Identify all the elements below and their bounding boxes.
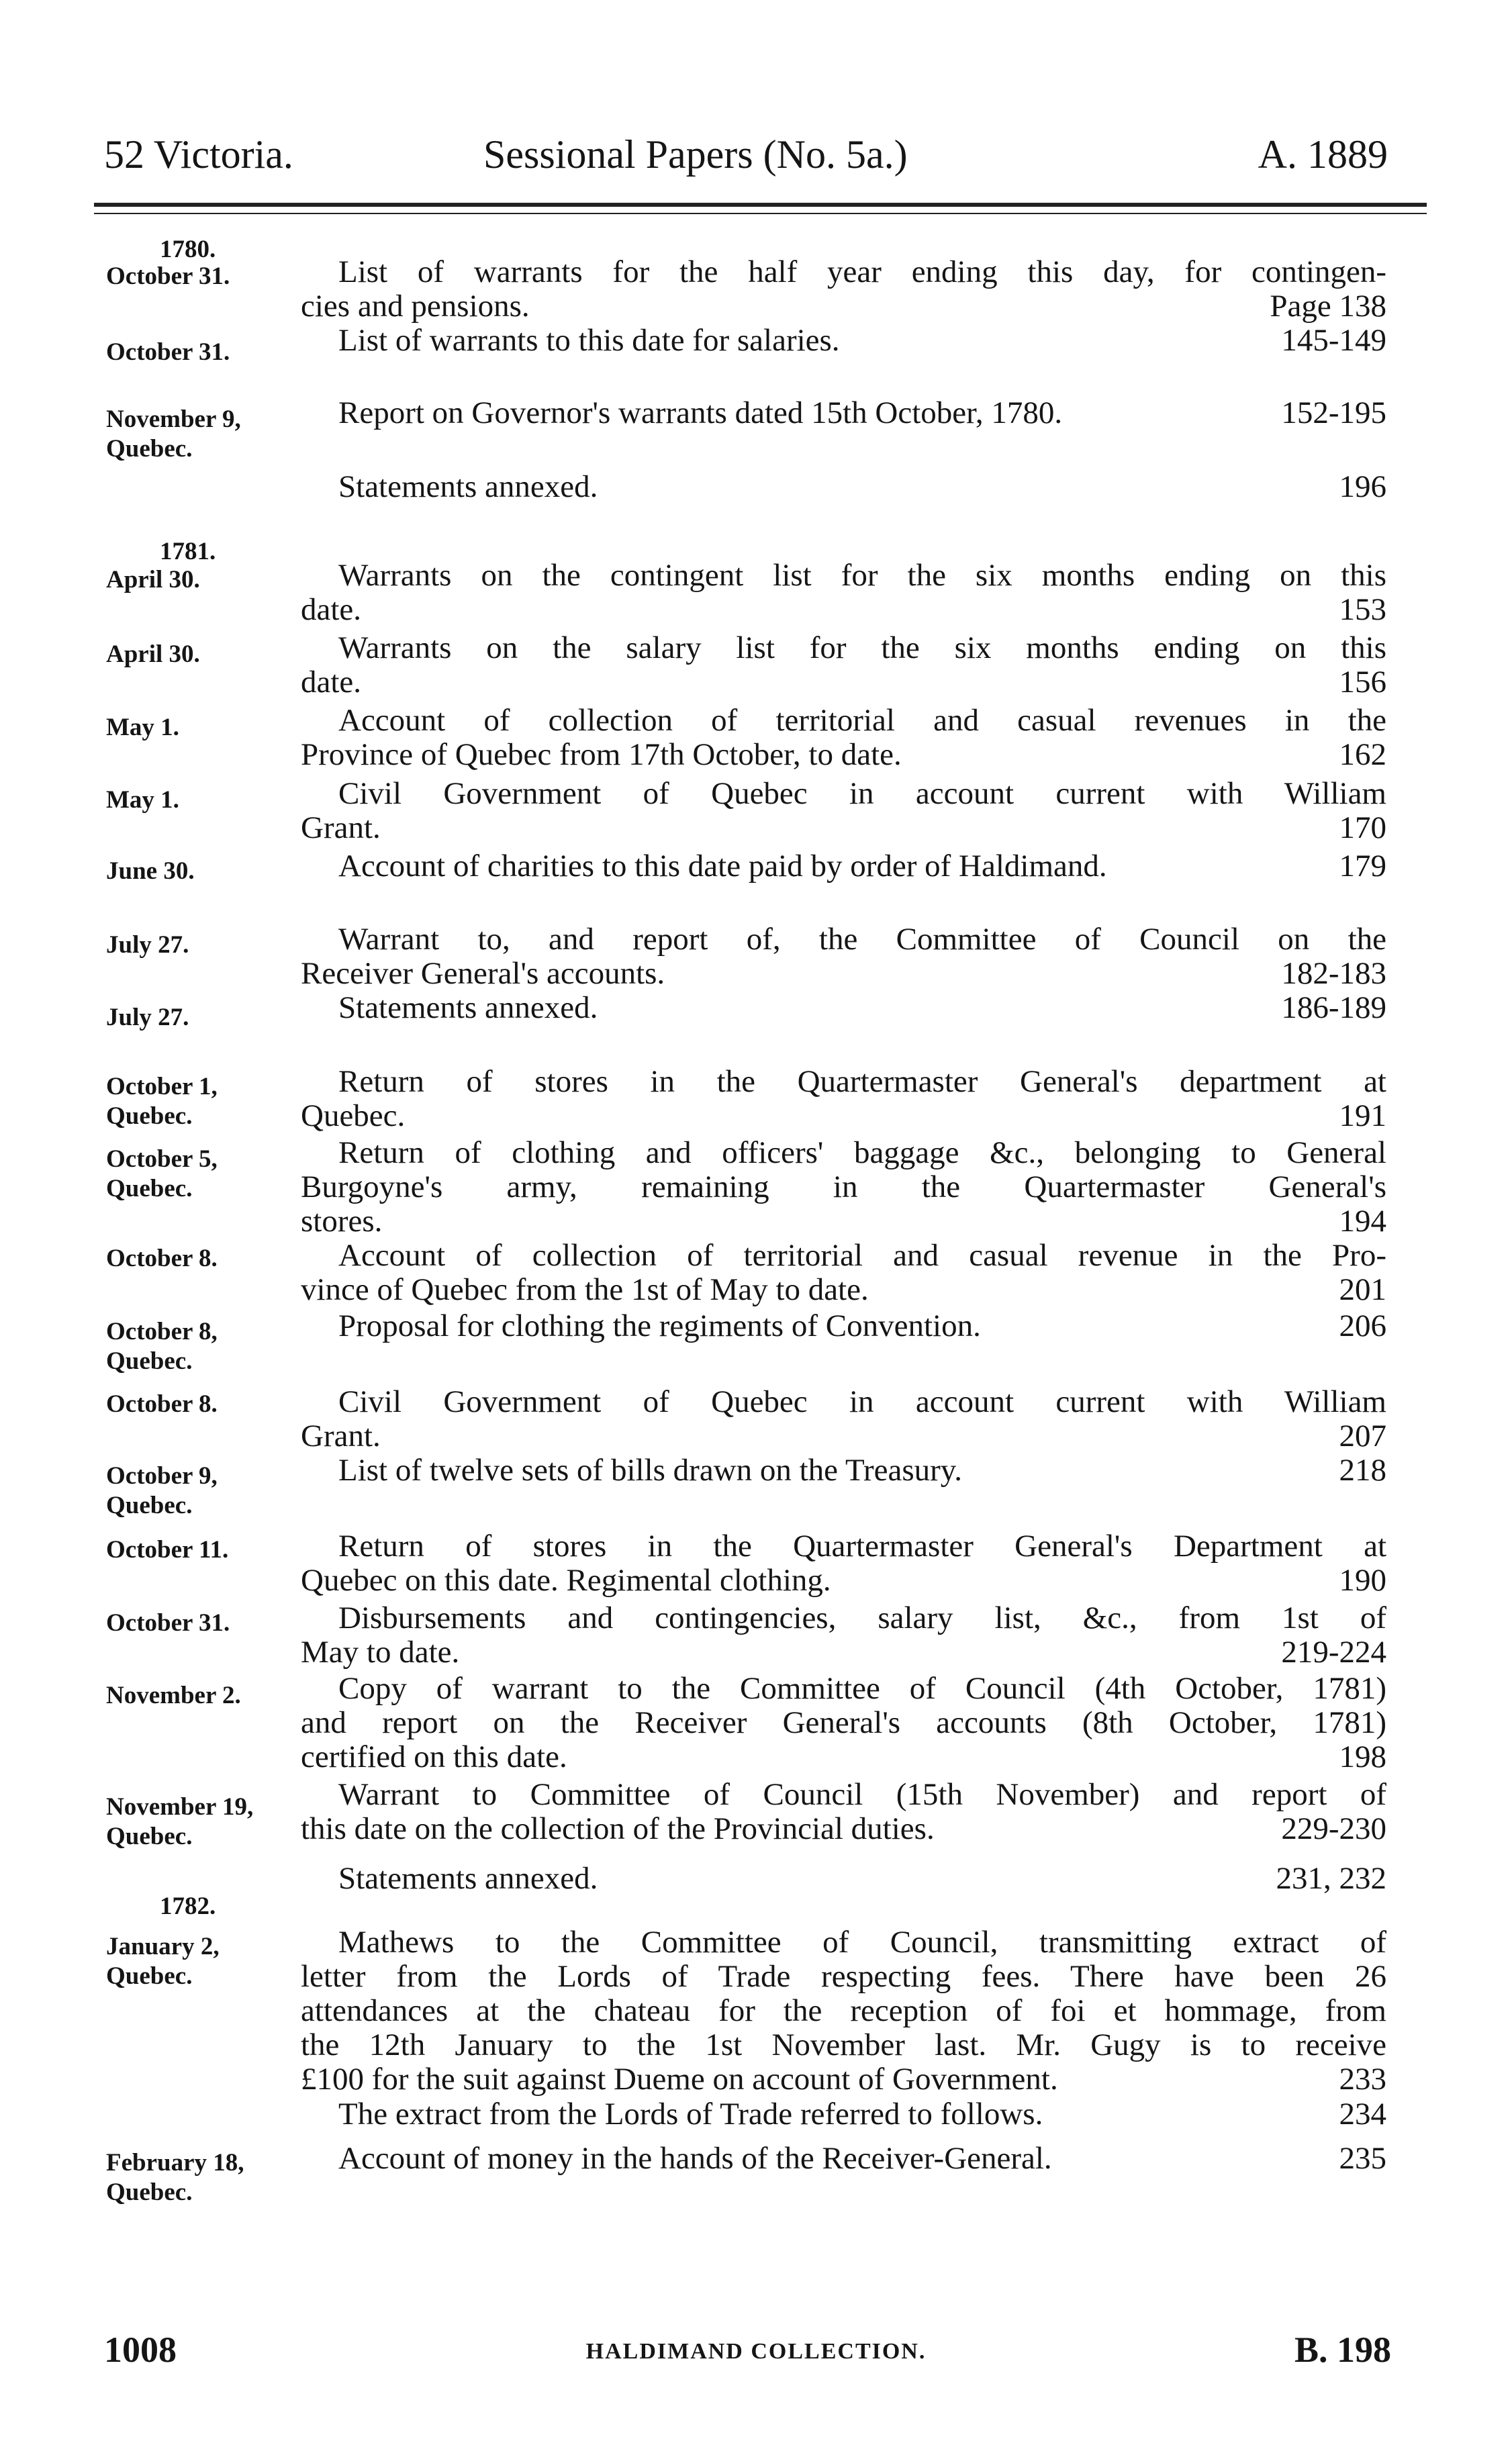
entry-text: May to date.: [301, 1635, 460, 1670]
page-reference: 191: [1339, 1098, 1386, 1133]
header-year: A. 1889: [1258, 132, 1388, 177]
entry-date: June 30.: [106, 857, 195, 885]
page-reference: 198: [1339, 1739, 1386, 1774]
entry-line: [301, 957, 1386, 991]
calendar-entry: [301, 1925, 1386, 2097]
entry-line: [301, 1273, 1386, 1307]
entry-line: Civil Government of Quebec in account current with William: [338, 776, 1386, 811]
page-reference: 153: [1339, 592, 1386, 627]
entry-line: List of warrants for the half year ending this day, for contingen-: [338, 254, 1386, 289]
calendar-entry: [301, 1385, 1386, 1453]
page-footer: [0, 2330, 1512, 2370]
calendar-entry: [301, 2097, 1386, 2132]
entry-line: [301, 2142, 1386, 2176]
entry-line: [301, 1099, 1386, 1133]
page-reference: 152-195: [1281, 395, 1386, 430]
calendar-entry: [301, 470, 1386, 504]
entry-date: November 9, Quebec.: [106, 405, 241, 463]
calendar-entry: [301, 631, 1386, 700]
page-reference: 218: [1339, 1453, 1386, 1488]
entry-date: April 30.: [106, 640, 200, 668]
entry-line: [301, 2062, 1386, 2097]
entry-text: Quebec on this date. Regimental clothing.: [301, 1563, 831, 1598]
page-reference: 170: [1339, 810, 1386, 845]
entry-text: stores.: [301, 1204, 383, 1239]
entry-line: letter from the Lords of Trade respecting fees. There have been 26: [301, 1959, 1386, 1994]
page-reference: 201: [1339, 1272, 1386, 1307]
calendar-entry: [301, 1778, 1386, 1846]
entry-line: [301, 1419, 1386, 1453]
entry-line: [301, 1309, 1386, 1343]
entry-date: October 5, Quebec.: [106, 1145, 218, 1202]
entry-text: Account of money in the hands of the Receiver-General.: [338, 2141, 1052, 2176]
page-reference: 194: [1339, 1204, 1386, 1239]
page-reference: Page 138: [1270, 289, 1386, 324]
entry-text: The extract from the Lords of Trade referred to follows.: [338, 2097, 1043, 2132]
entry-text: this date on the collection of the Provincial duties.: [301, 1811, 935, 1846]
entry-line: [301, 1564, 1386, 1598]
year-heading: 1781.: [160, 538, 216, 565]
page-reference: 206: [1339, 1308, 1386, 1343]
entry-line: the 12th January to the 1st November last. Mr. Gugy is to receive: [301, 2027, 1386, 2062]
header-rule-thick: [94, 203, 1427, 207]
entry-text: Account of charities to this date paid by order of Haldimand.: [338, 849, 1107, 883]
calendar-entry: [301, 922, 1386, 991]
page-reference: 231, 232: [1276, 1861, 1386, 1896]
entry-date: July 27.: [106, 931, 189, 959]
entry-line: [301, 396, 1386, 430]
entry-line: Return of stores in the Quartermaster General's department at: [338, 1064, 1386, 1099]
entry-date: November 19, Quebec.: [106, 1793, 254, 1850]
calendar-entry: [301, 1672, 1386, 1774]
entry-text: Proposal for clothing the regiments of Convention.: [338, 1308, 981, 1343]
page-reference: 234: [1339, 2097, 1386, 2132]
entry-line: [301, 289, 1386, 324]
entry-text: Province of Quebec from 17th October, to date.: [301, 737, 902, 772]
entry-date: November 2.: [106, 1682, 241, 1709]
entry-line: [301, 1812, 1386, 1846]
entry-line: Account of collection of territorial and casual revenues in the: [338, 703, 1386, 738]
entry-text: Grant.: [301, 810, 381, 845]
entry-date: February 18, Quebec.: [106, 2149, 244, 2206]
entry-line: Warrants on the salary list for the six months ending on this: [338, 630, 1386, 665]
entry-date: January 2, Quebec.: [106, 1933, 220, 1990]
entry-text: List of twelve sets of bills drawn on the Treasury.: [338, 1453, 963, 1488]
page-reference: 156: [1339, 665, 1386, 700]
calendar-entry: [301, 849, 1386, 883]
entry-line: [301, 665, 1386, 700]
page-reference: 162: [1339, 737, 1386, 772]
entry-date: October 11.: [106, 1536, 229, 1564]
entry-line: Return of clothing and officers' baggage &c., belonging to General: [338, 1135, 1386, 1170]
entry-line: attendances at the chateau for the reception of foi et hommage, from: [301, 1993, 1386, 2028]
entry-text: Report on Governor's warrants dated 15th October, 1780.: [338, 395, 1063, 430]
year-heading: 1780.: [160, 236, 216, 263]
entry-line: [301, 1740, 1386, 1774]
entry-date: October 31.: [106, 338, 230, 366]
page-reference: 186-189: [1281, 990, 1386, 1025]
calendar-entry: [301, 396, 1386, 430]
entry-text: Statements annexed.: [338, 990, 598, 1025]
entry-line: Warrant to Committee of Council (15th November) and report of: [338, 1777, 1386, 1812]
entry-line: Civil Government of Quebec in account current with William: [338, 1384, 1386, 1419]
entry-date: October 9, Quebec.: [106, 1462, 218, 1519]
entry-date: October 8, Quebec.: [106, 1318, 218, 1375]
page-reference: 182-183: [1281, 956, 1386, 991]
page-reference: 190: [1339, 1563, 1386, 1598]
calendar-entry: [301, 1529, 1386, 1598]
calendar-entry: [301, 324, 1386, 358]
entry-line: Burgoyne's army, remaining in the Quartermaster General's: [301, 1169, 1386, 1204]
entry-line: Return of stores in the Quartermaster General's Department at: [338, 1529, 1386, 1564]
entry-line: Account of collection of territorial and casual revenue in the Pro-: [338, 1238, 1386, 1273]
entry-line: [301, 470, 1386, 504]
page-reference: 229-230: [1281, 1811, 1386, 1846]
entry-text: Quebec.: [301, 1098, 406, 1133]
entry-line: [301, 1862, 1386, 1896]
calendar-entry: [301, 1453, 1386, 1488]
calendar-entry: [301, 777, 1386, 845]
entry-text: cies and pensions.: [301, 289, 530, 324]
year-heading: 1782.: [160, 1893, 216, 1920]
entry-date: October 31.: [106, 1609, 230, 1637]
entry-line: and report on the Receiver General's accounts (8th October, 1781): [301, 1705, 1386, 1740]
entry-text: £100 for the suit against Dueme on account of Government.: [301, 2062, 1058, 2097]
entry-line: Copy of warrant to the Committee of Council (4th October, 1781): [338, 1671, 1386, 1706]
entry-date: October 8.: [106, 1245, 218, 1272]
calendar-entry: [301, 1601, 1386, 1670]
entry-date: May 1.: [106, 714, 179, 741]
header-title: Sessional Papers (No. 5a.): [483, 132, 908, 177]
entry-line: Disbursements and contingencies, salary list, &c., from 1st of: [338, 1600, 1386, 1635]
entry-line: [301, 991, 1386, 1025]
entry-text: List of warrants to this date for salaries.: [338, 323, 840, 358]
page-reference: 233: [1339, 2062, 1386, 2097]
entry-text: Statements annexed.: [338, 1861, 598, 1896]
entry-text: Receiver General's accounts.: [301, 956, 665, 991]
page-reference: 219-224: [1281, 1635, 1386, 1670]
entry-text: date.: [301, 665, 362, 700]
footer-collection-title: HALDIMAND COLLECTION.: [585, 2339, 927, 2364]
entry-text: certified on this date.: [301, 1739, 567, 1774]
page-reference: 179: [1339, 849, 1386, 883]
entry-line: Mathews to the Committee of Council, transmitting extract of: [338, 1925, 1386, 1960]
header-session: 52 Victoria.: [104, 132, 293, 177]
header-rule-thin: [94, 213, 1427, 214]
calendar-entry: [301, 2142, 1386, 2176]
entry-line: [301, 2097, 1386, 2132]
entry-line: [301, 849, 1386, 883]
page-reference: 207: [1339, 1419, 1386, 1453]
calendar-entry: [301, 1065, 1386, 1133]
calendar-entry: [301, 1309, 1386, 1343]
entry-line: [301, 1204, 1386, 1239]
page-reference: 235: [1339, 2141, 1386, 2176]
calendar-entry: [301, 704, 1386, 772]
entry-line: [301, 811, 1386, 845]
entry-date: October 1, Quebec.: [106, 1073, 218, 1130]
page-reference: 145-149: [1281, 323, 1386, 358]
entry-date: July 27.: [106, 1004, 189, 1031]
entry-line: Warrants on the contingent list for the six months ending on this: [338, 558, 1386, 593]
entry-date: October 31.: [106, 262, 230, 290]
entry-text: date.: [301, 592, 362, 627]
calendar-entry: [301, 1239, 1386, 1307]
entry-line: Warrant to, and report of, the Committee of Council on the: [338, 922, 1386, 957]
entry-line: [301, 738, 1386, 772]
entry-date: April 30.: [106, 566, 200, 593]
calendar-entry: [301, 255, 1386, 324]
entry-date: May 1.: [106, 786, 179, 814]
page-reference: 196: [1339, 469, 1386, 504]
entry-text: Statements annexed.: [338, 469, 598, 504]
entry-date: October 8.: [106, 1390, 218, 1418]
entry-line: [301, 593, 1386, 627]
calendar-entry: [301, 991, 1386, 1025]
entry-text: Grant.: [301, 1419, 381, 1453]
footer-page-number: 1008: [104, 2330, 177, 2370]
entry-line: [301, 1453, 1386, 1488]
entry-line: [301, 324, 1386, 358]
calendar-entry: [301, 1136, 1386, 1239]
calendar-entry: [301, 559, 1386, 627]
footer-series-number: B. 198: [1294, 2330, 1391, 2370]
calendar-entry: [301, 1862, 1386, 1896]
entry-text: vince of Quebec from the 1st of May to date.: [301, 1272, 869, 1307]
entry-line: [301, 1635, 1386, 1670]
running-header: [0, 124, 1512, 185]
